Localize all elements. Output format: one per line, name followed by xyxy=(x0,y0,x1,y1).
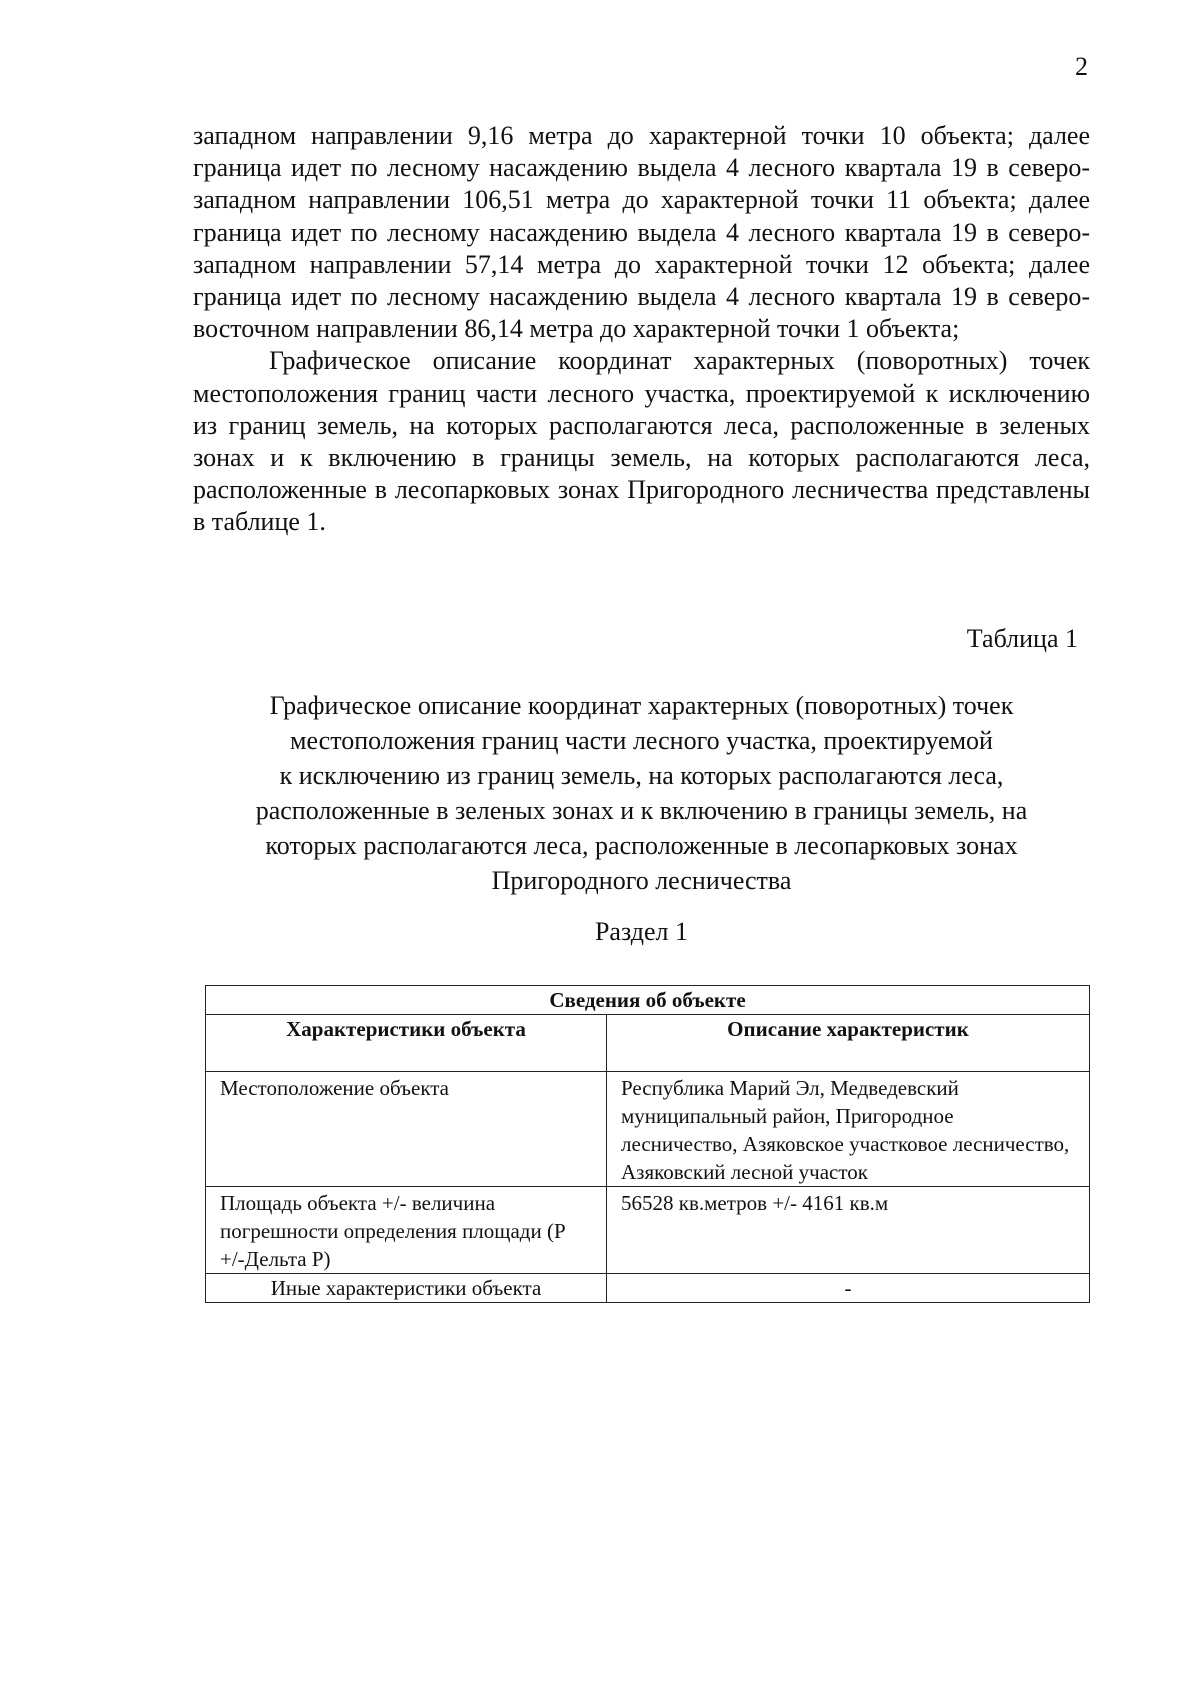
row-value-other: - xyxy=(607,1274,1090,1303)
table-row xyxy=(206,1274,1090,1303)
table-title-line: местоположения границ части лесного участка, проектируемой xyxy=(290,726,993,755)
table-label: Таблица 1 xyxy=(966,624,1078,653)
row-value-area: 56528 кв.метров +/- 4161 кв.м xyxy=(607,1187,1090,1274)
body-text xyxy=(193,120,1090,539)
table-title-line: к исключению из границ земель, на которых располагаются леса, xyxy=(279,761,1004,790)
object-info-table xyxy=(205,985,1090,1303)
table-title xyxy=(193,688,1090,898)
paragraph-graphic-description: Графическое описание координат характерных (поворотных) точек местоположения границ части лесного участка, проектируемой к исключению из границ земель, на которых располагаются леса, расположенные в зеленых зонах и к включению в границы земель, на которых располагаются леса, расположенные в лесопарковых зонах Пригородного лесничества представлены в таблице 1. xyxy=(193,346,1090,537)
table-row xyxy=(206,1072,1090,1187)
row-label-other: Иные характеристики объекта xyxy=(206,1274,607,1303)
table-column-header-row xyxy=(206,1015,1090,1072)
table-title-line: которых располагаются леса, расположенные в лесопарковых зонах xyxy=(265,831,1018,860)
table-title-line: расположенные в зеленых зонах и к включению в границы земель, на xyxy=(255,796,1028,825)
column-header-characteristics: Характеристики объекта xyxy=(206,1015,607,1072)
table-row xyxy=(206,1187,1090,1274)
section-label: Раздел 1 xyxy=(594,917,689,946)
paragraph-boundary-description: западном направлении 9,16 метра до характерной точки 10 объекта; далее граница идет по лесному насаждению выдела 4 лесного квартала 19 в северо-западном направлении 106,51 метра до характерной точки 11 объекта; далее граница идет по лесному насаждению выдела 4 лесного квартала 19 в северо-западном направлении 57,14 метра до характерной точки 12 объекта; далее граница идет по лесному насаждению выдела 4 лесного квартала 19 в северо-восточном направлении 86,14 метра до характерной точки 1 объекта; xyxy=(193,121,1090,344)
table-title-line: Пригородного лесничества xyxy=(491,866,792,895)
row-label-area: Площадь объекта +/- величина погрешности определения площади (P +/-Дельта P) xyxy=(206,1187,607,1274)
column-header-description: Описание характеристик xyxy=(607,1015,1090,1072)
row-label-location: Местоположение объекта xyxy=(206,1072,607,1187)
table-title-line: Графическое описание координат характерных (поворотных) точек xyxy=(269,691,1014,720)
row-value-location: Республика Марий Эл, Медведевский муниципальный район, Пригородное лесничество, Азяковское участковое лесничество, Азяковский лесной участок xyxy=(607,1072,1090,1187)
page-number: 2 xyxy=(1075,52,1088,81)
table-header-row xyxy=(206,986,1090,1015)
table-header: Сведения об объекте xyxy=(206,986,1090,1015)
